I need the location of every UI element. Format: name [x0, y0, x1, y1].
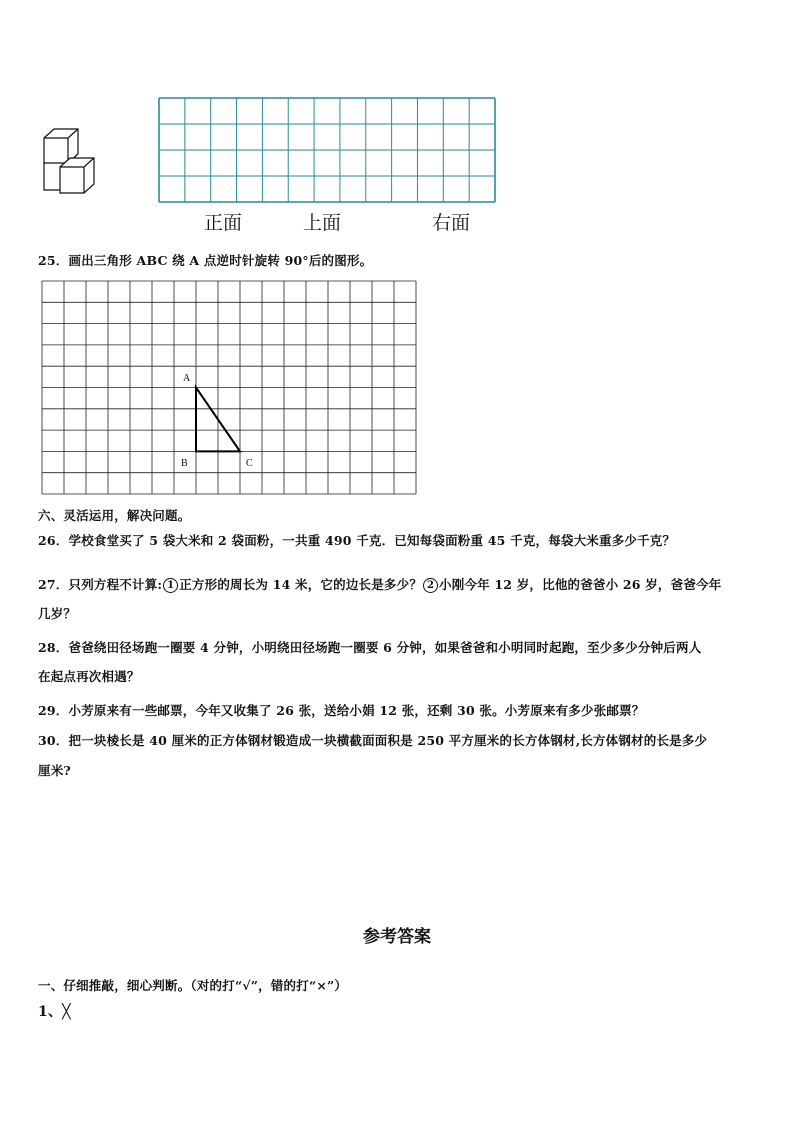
front-view-label: 正面 — [204, 212, 243, 234]
rotation-grid[interactable] — [41, 280, 419, 496]
question-30-line1: 30．把一块棱长是 40 厘米的正方体钢材锻造成一块横截面面积是 250 平方厘米的长方体钢材,长方体钢材的长是多少 — [38, 733, 708, 748]
cube-stack-figure — [38, 124, 112, 196]
three-views-grid[interactable] — [158, 97, 496, 203]
answers-title: 参考答案 — [363, 927, 431, 947]
answer-1: 1、╳ — [38, 1004, 71, 1020]
point-a-label: A — [183, 373, 191, 384]
question-27-line1 — [38, 575, 721, 593]
question-26: 26．学校食堂买了 5 袋大米和 2 袋面粉，一共重 490 千克．已知每袋面粉重 45 千克，每袋大米重多少千克？ — [38, 533, 676, 548]
point-b-label: B — [181, 458, 188, 469]
question-28-line2: 在起点再次相遇？ — [38, 669, 140, 684]
q27-part1: 正方形的周长为 14 米，它的边长是多少？ — [179, 577, 423, 592]
point-c-label: C — [246, 458, 253, 469]
circled-one-icon: 1 — [163, 578, 178, 593]
question-30-line2: 厘米? — [38, 763, 71, 778]
answers-section-1: 一、仔细推敲，细心判断。（对的打“√”，错的打“×”） — [38, 978, 348, 993]
question-27-line2: 几岁？ — [38, 606, 77, 621]
right-view-label: 右面 — [432, 212, 471, 234]
top-view-label: 上面 — [303, 212, 342, 234]
question-25: 25．画出三角形 ABC 绕 A 点逆时针旋转 90°后的图形。 — [38, 253, 373, 268]
section-6-heading: 六、灵活运用，解决问题。 — [38, 508, 191, 523]
q27-part2: 小刚今年 12 岁，比他的爸爸小 26 岁，爸爸今年 — [439, 577, 722, 592]
question-29: 29．小芳原来有一些邮票，今年又收集了 26 张，送给小娟 12 张，还剩 30 张。小芳原来有多少张邮票？ — [38, 703, 645, 718]
question-28-line1: 28．爸爸绕田径场跑一圈要 4 分钟，小明绕田径场跑一圈要 6 分钟，如果爸爸和小明同时起跑，至少多少分钟后两人 — [38, 640, 702, 655]
circled-two-icon: 2 — [423, 578, 438, 593]
q27-prefix: 27．只列方程不计算: — [38, 577, 163, 592]
